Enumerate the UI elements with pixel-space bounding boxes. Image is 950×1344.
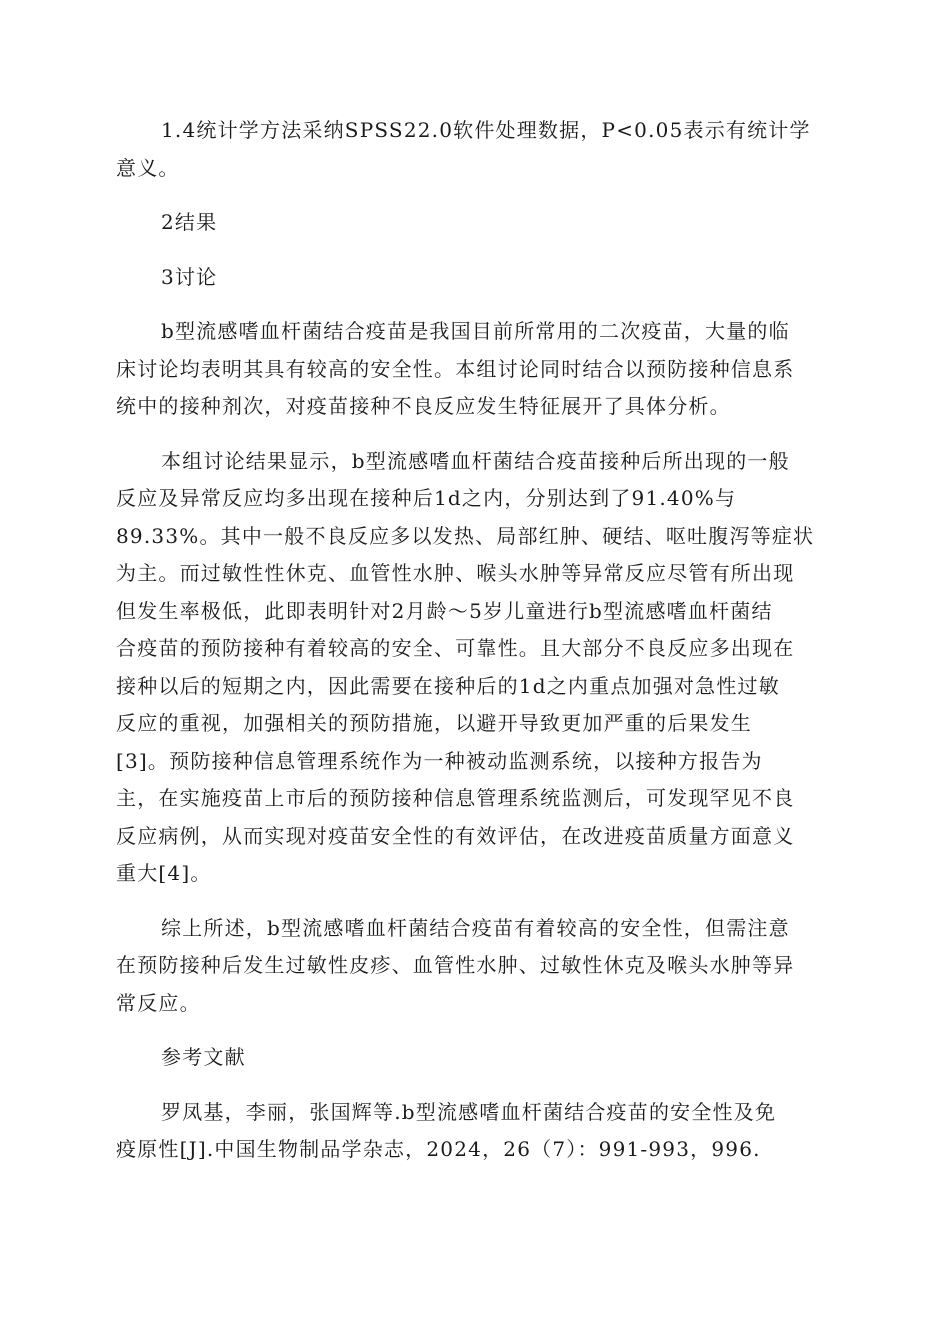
conclusion-paragraph bbox=[116, 910, 840, 1023]
text-line: 罗凤基，李丽，张国辉等.b型流感嗜血杆菌结合疫苗的安全性及免 bbox=[161, 1099, 777, 1124]
text-line: 统中的接种剂次，对疫苗接种不良反应发生特征展开了具体分析。 bbox=[116, 394, 731, 418]
references-heading: 参考文献 bbox=[161, 1045, 246, 1069]
results-heading: 2结果 bbox=[161, 210, 218, 234]
reference-item-1 bbox=[116, 1094, 840, 1169]
discussion-paragraph-2 bbox=[116, 443, 840, 893]
text-line: 床讨论均表明其具有较高的安全性。本组讨论同时结合以预防接种信息系 bbox=[116, 356, 795, 381]
discussion-heading: 3讨论 bbox=[161, 264, 218, 289]
text-line: 反应病例，从而实现对疫苗安全性的有效评估，在改进疫苗质量方面意义 bbox=[116, 823, 795, 848]
text-line: [3]。预防接种信息管理系统作为一种被动监测系统，以接种方报告为 bbox=[116, 748, 763, 773]
text-line: 主，在实施疫苗上市后的预防接种信息管理系统监测后，可发现罕见不良 bbox=[116, 786, 795, 810]
text-line: 为主。而过敏性性休克、血管性水肿、喉头水肿等异常反应尽管有所出现 bbox=[116, 561, 795, 585]
text-line: 常反应。 bbox=[116, 990, 201, 1015]
stats-method-paragraph bbox=[116, 112, 840, 187]
text-line: 综上所述，b型流感嗜血杆菌结合疫苗有着较高的安全性，但需注意 bbox=[161, 915, 790, 940]
text-line: 在预防接种后发生过敏性皮疹、血管性水肿、过敏性休克及喉头水肿等异 bbox=[116, 953, 795, 977]
text-line: 89.33%。其中一般不良反应多以发热、局部红肿、硬结、呕吐腹泻等症状 bbox=[116, 523, 815, 548]
text-line: 合疫苗的预防接种有着较高的安全、可靠性。且大部分不良反应多出现在 bbox=[116, 636, 795, 660]
text-line: 1.4统计学方法采纳SPSS22.0软件处理数据，P<0.05表示有统计学 bbox=[161, 118, 811, 142]
text-line: b型流感嗜血杆菌结合疫苗是我国目前所常用的二次疫苗，大量的临 bbox=[161, 319, 790, 343]
text-line: 反应及异常反应均多出现在接种后1d之内，分别达到了91.40%与 bbox=[116, 486, 737, 510]
text-line: 但发生率极低，此即表明针对2月龄～5岁儿童进行b型流感嗜血杆菌结 bbox=[116, 598, 773, 623]
document-page bbox=[116, 112, 840, 1186]
discussion-paragraph-1 bbox=[116, 313, 840, 426]
text-line: 重大[4]。 bbox=[116, 861, 212, 885]
text-line: 本组讨论结果显示，b型流感嗜血杆菌结合疫苗接种后所出现的一般 bbox=[161, 448, 790, 473]
text-line: 疫原性[J].中国生物制品学杂志，2024，26（7）：991-993，996. bbox=[116, 1137, 761, 1161]
text-line: 接种以后的短期之内，因此需要在接种后的1d之内重点加强对急性过敏 bbox=[116, 673, 780, 698]
text-line: 意义。 bbox=[116, 155, 180, 180]
text-line: 反应的重视，加强相关的预防措施，以避开导致更加严重的后果发生 bbox=[116, 711, 752, 735]
